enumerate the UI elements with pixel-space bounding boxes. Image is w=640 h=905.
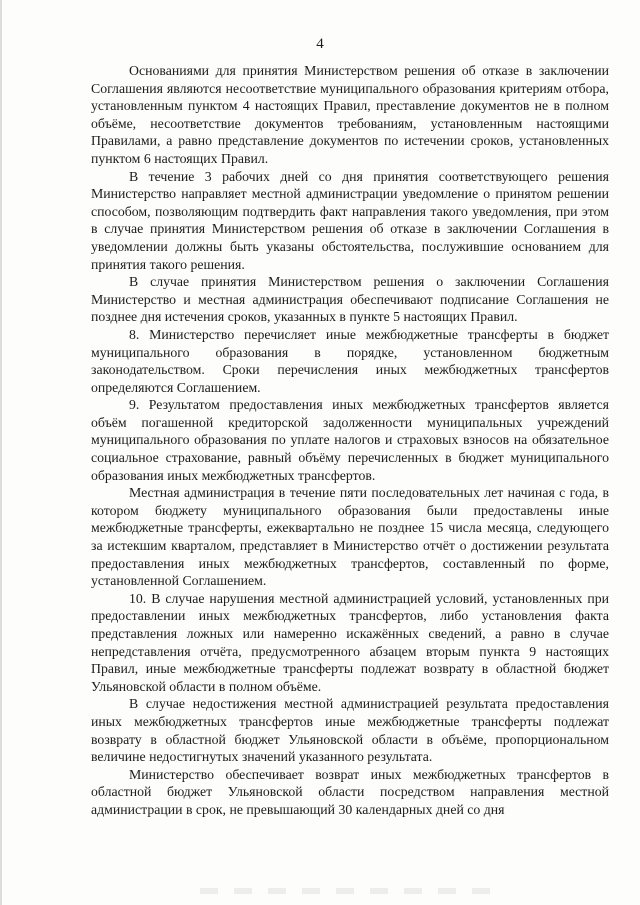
paragraph-item-9: 9. Результатом предоставления иных межбюджетных трансфертов является объём погашенной кредиторской задолженности муниципальных учреждений муниципального образования по уплате налогов и страховых взносов на обязательное социальное страхование, равный объёму перечисленных в бюджет муниципального образования иных межбюджетных трансфертов. <box>91 397 609 483</box>
paragraph-item-10: 10. В случае нарушения местной администрацией условий, установленных при предоставлении иных межбюджетных трансфертов, либо установления факта представления ложных или намеренно искажённых сведений, а равно в случае непредставления отчёта, предусмотренного абзацем вторым пункта 9 настоящих Правил, иные межбюджетные трансферты подлежат возврату в областной бюджет Ульяновской области в полном объёме. <box>91 590 609 694</box>
scan-edge <box>0 0 2 905</box>
paragraph-return-procedure: Министерство обеспечивает возврат иных межбюджетных трансфертов в областной бюджет Ульяновской области посредством направления местной администрации в срок, не превышающий 30 календарных дней со дня <box>91 766 609 817</box>
page-number: 4 <box>316 36 324 52</box>
scan-artifact <box>200 888 500 894</box>
paragraph-refusal-grounds: Основаниями для принятия Министерством решения об отказе в заключении Соглашения являются несоответствие муниципального образования критериям отбора, установленным пунктом 4 настоящих Правил, преставление документов не в полном объёме, несоответствие документов требованиям, установленным настоящими Правилами, а равно представление документов по истечении сроков, установленных пунктом 6 настоящих Правил. <box>91 63 609 166</box>
paragraph-item-8: 8. Министерство перечисляет иные межбюджетные трансферты в бюджет муниципального образования в порядке, установленном бюджетным законодательством. Сроки перечисления иных межбюджетных трансфертов определяются Соглашением. <box>91 326 609 395</box>
paragraph-report: Местная администрация в течение пяти последовательных лет начиная с года, в котором бюджету муниципального образования были предоставлены иные межбюджетные трансферты, ежеквартально не позднее 15 числа месяца, следующего за истекшим кварталом, представляет в Министерство отчёт о достижении результата предоставления иных межбюджетных трансфертов, составленный по форме, установленной Соглашением. <box>91 485 609 589</box>
document-body <box>91 62 609 819</box>
paragraph-notification: В течение 3 рабочих дней со дня принятия соответствующего решения Министерство направляет местной администрации уведомление о принятом решении способом, позволяющим подтвердить факт направления такого уведомления, при этом в случае принятия Министерством решения об отказе в заключении Соглашения в уведомлении должны быть указаны обстоятельства, послужившие основанием для принятия такого решения. <box>91 168 609 272</box>
paragraph-agreement-signing: В случае принятия Министерством решения о заключении Соглашения Министерство и местная администрация обеспечивают подписание Соглашения не позднее дня истечения сроков, указанных в пункте 5 настоящих Правил. <box>91 274 609 325</box>
paragraph-partial-return: В случае недостижения местной администрацией результата предоставления иных межбюджетных трансфертов иные межбюджетные трансферты подлежат возврату в областной бюджет Ульяновской области в объёме, пропорциональном величине недостигнутых значений указанного результата. <box>91 696 609 765</box>
